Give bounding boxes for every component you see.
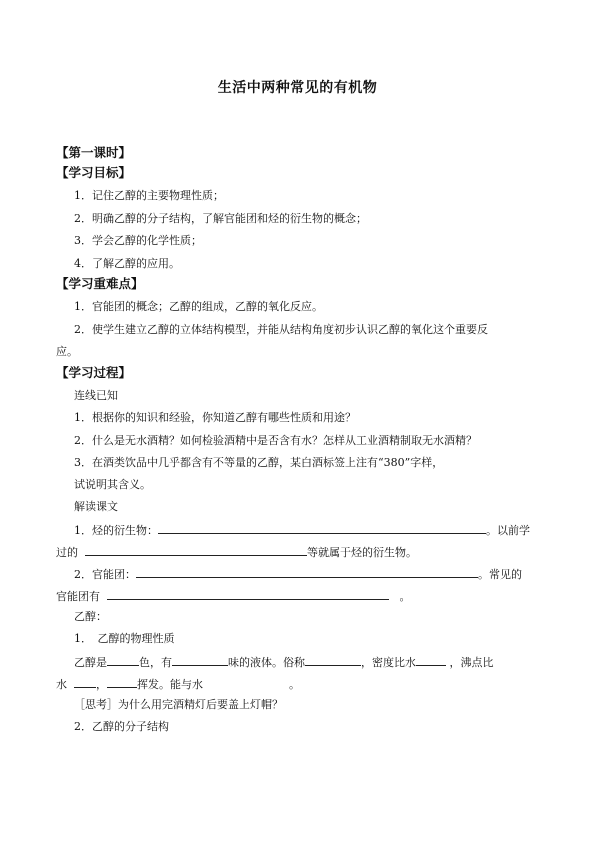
fill-line-physical-1	[74, 654, 494, 670]
page-title: 生活中两种常见的有机物	[217, 80, 378, 96]
derivative-label: 1．烃的衍生物：	[74, 524, 158, 537]
goal-item: 4．了解乙醇的应用。	[74, 257, 180, 270]
phys-text-d: ，密度比水	[361, 656, 416, 669]
phys-text-c: 味的液体。俗称	[228, 656, 305, 669]
blank-volatility[interactable]	[107, 676, 137, 688]
derivative-suffix: 等就属于烃的衍生物。	[307, 546, 417, 559]
blank-color[interactable]	[107, 654, 139, 666]
key-item-continued: 应。	[56, 345, 78, 358]
section-heading-keys: 【学习重难点】	[56, 276, 144, 291]
derivative-prefix: 过的	[56, 546, 78, 559]
goal-item: 1．记住乙醇的主要物理性质；	[74, 189, 224, 202]
blank-boiling-point[interactable]	[74, 676, 96, 688]
think-question: ［思考］为什么用完酒精灯后要盖上灯帽？	[74, 698, 283, 711]
subsection-link-known: 连线已知	[74, 389, 118, 402]
molecular-structure-title: 2．乙醇的分子结构	[74, 720, 169, 733]
section-heading-period: 【第一课时】	[56, 145, 132, 160]
functional-group-label: 2．官能团：	[74, 568, 136, 581]
phys-text-a: 乙醇是	[74, 656, 107, 669]
ethanol-label: 乙醇：	[74, 610, 107, 623]
phys-text-f: 水	[56, 678, 67, 691]
subsection-read-text: 解读课文	[74, 500, 118, 513]
phys-text-b: 色，有	[139, 656, 172, 669]
functional-group-tail: 。常见的	[478, 568, 522, 581]
phys-text-e: ，沸点比	[449, 656, 494, 669]
functional-group-prefix: 官能团有	[56, 590, 100, 603]
blank-odor[interactable]	[172, 654, 228, 666]
blank-common-name[interactable]	[305, 654, 361, 666]
physical-properties-title: 1． 乙醇的物理性质	[74, 632, 175, 645]
blank-functional-group-definition[interactable]	[136, 566, 478, 578]
question-item-continued: 试说明其含义。	[74, 478, 151, 491]
question-item: 2．什么是无水酒精？如何检验酒精中是否含有水？怎样从工业酒精制取无水酒精？	[74, 434, 477, 447]
phys-text-i: 。	[289, 678, 300, 691]
fill-line-derivative	[74, 522, 530, 538]
fill-line-functional-group-cont	[56, 588, 411, 604]
section-heading-goals: 【学习目标】	[56, 165, 132, 180]
fill-line-derivative-cont	[56, 544, 417, 560]
question-item: 3．在酒类饮品中几乎都含有不等量的乙醇，某白酒标签上注有“380”字样，	[74, 456, 444, 469]
functional-group-suffix: 。	[399, 590, 411, 603]
section-heading-process: 【学习过程】	[56, 365, 132, 380]
blank-common-functional-groups[interactable]	[107, 588, 389, 600]
blank-derivative-definition[interactable]	[158, 522, 486, 534]
blank-density[interactable]	[416, 654, 446, 666]
question-item: 1．根据你的知识和经验，你知道乙醇有哪些性质和用途？	[74, 411, 356, 424]
derivative-tail: 。以前学	[486, 524, 530, 537]
key-item: 2．使学生建立乙醇的立体结构模型，并能从结构角度初步认识乙醇的氧化这个重要反	[74, 323, 488, 336]
fill-line-functional-group	[74, 566, 522, 582]
phys-text-h: 挥发。能与水	[137, 678, 203, 691]
goal-item: 3．学会乙醇的化学性质；	[74, 234, 202, 247]
blank-derivative-examples[interactable]	[85, 544, 307, 556]
goal-item: 2．明确乙醇的分子结构，了解官能团和烃的衍生物的概念；	[74, 212, 367, 225]
key-item: 1．官能团的概念；乙醇的组成，乙醇的氧化反应。	[74, 300, 323, 313]
fill-line-physical-2	[56, 676, 300, 692]
phys-text-g: ，	[96, 678, 107, 691]
